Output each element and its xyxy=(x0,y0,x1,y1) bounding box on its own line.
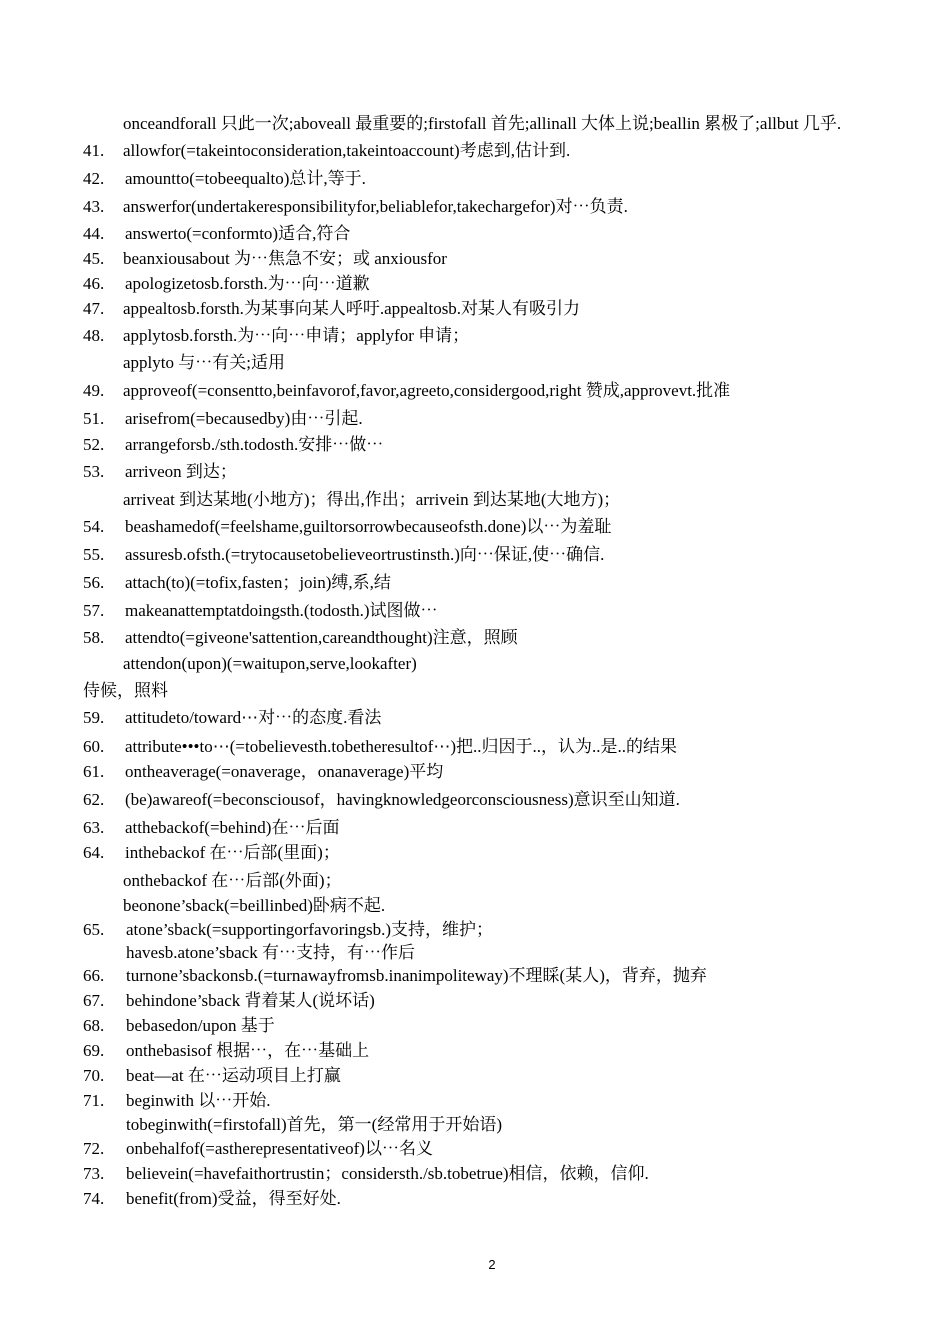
item-number: 71. xyxy=(83,1091,105,1110)
item-text: beginwith 以⋯开始. xyxy=(126,1091,271,1110)
item-text: arisefrom(=becausedby)由⋯引起. xyxy=(125,409,363,428)
item-text: behindone’sback 背着某人(说坏话) xyxy=(126,991,375,1010)
item-text: attendon(upon)(=waitupon,serve,lookafter) xyxy=(123,654,417,673)
item-text: attendto(=giveone'sattention,careandthought)注意，照顾 xyxy=(125,628,518,647)
item-number: 69. xyxy=(83,1041,105,1060)
item-text: attribute•••to⋯(=tobelievesth.tobetheresultof⋯)把..归因于..，认为..是..的结果 xyxy=(125,737,677,756)
page-number: 2 xyxy=(488,1257,496,1272)
item-number: 43. xyxy=(83,197,105,216)
item-text: 侍候，照料 xyxy=(83,681,168,700)
item-text: attitudeto/toward⋯对⋯的态度.看法 xyxy=(125,708,382,727)
item-text: beanxiousabout 为⋯焦急不安；或 anxiousfor xyxy=(123,249,447,268)
item-text: beat—at 在⋯运动项目上打赢 xyxy=(126,1066,341,1085)
item-text: allowfor(=takeintoconsideration,takeintoaccount)考虑到,估计到. xyxy=(123,141,571,160)
item-text: arriveon 到达； xyxy=(125,462,237,481)
item-text: onthebackof 在⋯后部(外面)； xyxy=(123,871,342,890)
item-number: 53. xyxy=(83,462,105,481)
item-text: apologizetosb.forsth.为⋯向⋯道歉 xyxy=(125,274,370,293)
item-text: approveof(=consentto,beinfavorof,favor,agreeto,considergood,right 赞成,approvevt.批准 xyxy=(123,381,731,400)
item-number: 49. xyxy=(83,381,105,400)
item-text: tobeginwith(=firstofall)首先，第一(经常用于开始语) xyxy=(126,1115,502,1134)
item-text: onbehalfof(=astherepresentativeof)以⋯名义 xyxy=(126,1139,433,1158)
item-number: 45. xyxy=(83,249,105,268)
item-text: ontheaverage(=onaverage，onanaverage)平均 xyxy=(125,762,444,781)
item-text: appealtosb.forsth.为某事向某人呼吁.appealtosb.对某人有吸引力 xyxy=(123,299,581,318)
item-text: inthebackof 在⋯后部(里面)； xyxy=(125,843,340,862)
item-text: atthebackof(=behind)在⋯后面 xyxy=(125,818,340,837)
item-number: 70. xyxy=(83,1066,105,1085)
item-text: amountto(=tobeequalto)总计,等于. xyxy=(125,169,366,188)
item-text: applyto 与⋯有关;适用 xyxy=(123,353,285,372)
item-number: 41. xyxy=(83,141,105,160)
item-number: 54. xyxy=(83,517,105,536)
item-text: (be)awareof(=beconsciousof，havingknowledgeorconsciousness)意识至山知道. xyxy=(125,790,680,809)
item-text: answerto(=conformto)适合,符合 xyxy=(125,224,351,243)
item-text: benefit(from)受益，得至好处. xyxy=(126,1189,341,1208)
item-number: 48. xyxy=(83,326,105,345)
item-text: believein(=havefaithortrustin；considersth./sb.tobetrue)相信，依赖，信仰. xyxy=(126,1164,649,1183)
item-number: 58. xyxy=(83,628,105,647)
item-text: applytosb.forsth.为⋯向⋯申请；applyfor 申请； xyxy=(123,326,470,345)
item-text: arriveat 到达某地(小地方)；得出,作出；arrivein 到达某地(大地方)； xyxy=(123,490,621,509)
item-text: atone’sback(=supportingorfavoringsb.)支持，维护； xyxy=(126,920,493,939)
item-number: 52. xyxy=(83,435,105,454)
item-number: 55. xyxy=(83,545,105,564)
item-text: turnone’sbackonsb.(=turnawayfromsb.inanimpoliteway)不理睬(某人)，背弃，抛弃 xyxy=(126,966,707,985)
item-number: 57. xyxy=(83,601,105,620)
item-text: assuresb.ofsth.(=trytocausetobelieveortrustinsth.)向⋯保证,使⋯确信. xyxy=(125,545,605,564)
item-text: beashamedof(=feelshame,guiltorsorrowbecauseofsth.done)以⋯为羞耻 xyxy=(125,517,612,536)
item-number: 56. xyxy=(83,573,105,592)
item-text: attach(to)(=tofix,fasten；join)缚,系,结 xyxy=(125,573,391,592)
item-text: makeanattemptatdoingsth.(todosth.)试图做⋯ xyxy=(125,601,438,620)
item-number: 74. xyxy=(83,1189,105,1208)
item-number: 64. xyxy=(83,843,105,862)
item-number: 72. xyxy=(83,1139,105,1158)
item-number: 61. xyxy=(83,762,105,781)
item-number: 47. xyxy=(83,299,105,318)
item-number: 68. xyxy=(83,1016,105,1035)
item-number: 73. xyxy=(83,1164,105,1183)
item-number: 65. xyxy=(83,920,105,939)
item-number: 59. xyxy=(83,708,105,727)
item-number: 67. xyxy=(83,991,105,1010)
item-text: answerfor(undertakeresponsibilityfor,beliablefor,takechargefor)对⋯负责. xyxy=(123,197,628,216)
item-number: 42. xyxy=(83,169,105,188)
item-text: onthebasisof 根据⋯，在⋯基础上 xyxy=(126,1041,370,1060)
item-text: arrangeforsb./sth.todosth.安排⋯做⋯ xyxy=(125,435,384,454)
item-number: 46. xyxy=(83,274,105,293)
item-number: 62. xyxy=(83,790,105,809)
item-number: 51. xyxy=(83,409,105,428)
item-number: 44. xyxy=(83,224,105,243)
item-number: 60. xyxy=(83,737,105,756)
item-text: bebasedon/upon 基于 xyxy=(126,1016,275,1035)
item-number: 66. xyxy=(83,966,105,985)
item-text: onceandforall 只此一次;aboveall 最重要的;firstofall 首先;allinall 大体上说;beallin 累极了;allbut 几乎. xyxy=(123,114,842,133)
item-number: 63. xyxy=(83,818,105,837)
item-text: havesb.atone’sback 有⋯支持，有⋯作后 xyxy=(126,943,415,962)
item-text: beonone’sback(=beillinbed)卧病不起. xyxy=(123,896,386,915)
